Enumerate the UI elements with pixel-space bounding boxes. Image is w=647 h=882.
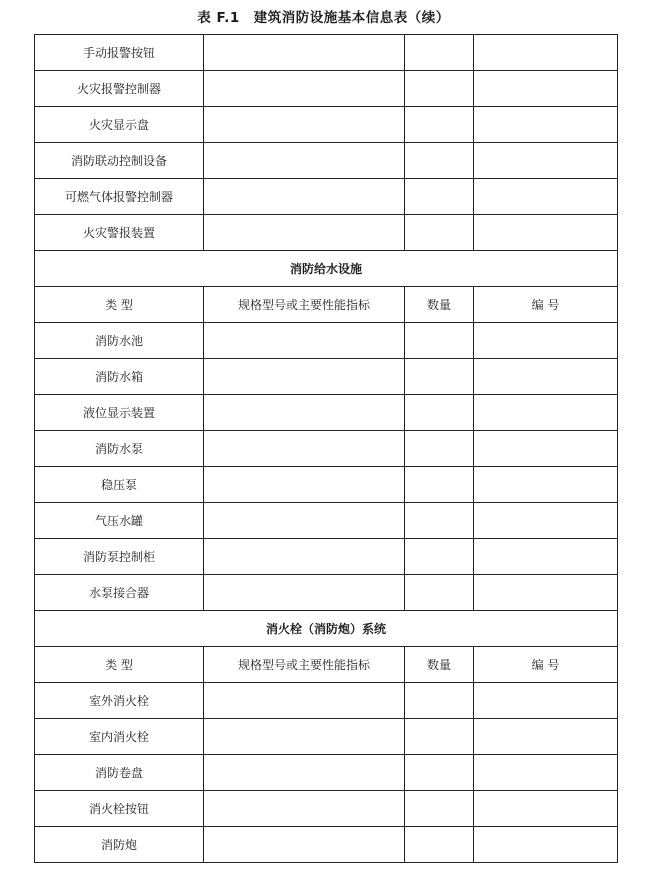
type-cell: 水泵接合器 [35, 575, 204, 611]
column-header-row [35, 647, 618, 683]
type-header: 类 型 [35, 647, 204, 683]
serial-number-cell[interactable] [474, 431, 618, 467]
serial-number-cell[interactable] [474, 215, 618, 251]
table-row [35, 179, 618, 215]
quantity-cell[interactable] [405, 359, 474, 395]
table-row [35, 719, 618, 755]
table-caption: 建筑消防设施基本信息表（续） [253, 10, 450, 26]
type-cell: 消防水箱 [35, 359, 204, 395]
quantity-cell[interactable] [405, 143, 474, 179]
spec-cell[interactable] [204, 71, 405, 107]
spec-cell[interactable] [204, 683, 405, 719]
type-cell: 室外消火栓 [35, 683, 204, 719]
spec-header: 规格型号或主要性能指标 [204, 647, 405, 683]
table-row [35, 107, 618, 143]
quantity-cell[interactable] [405, 179, 474, 215]
quantity-cell[interactable] [405, 719, 474, 755]
quantity-cell[interactable] [405, 683, 474, 719]
quantity-header: 数量 [405, 647, 474, 683]
serial-number-cell[interactable] [474, 539, 618, 575]
quantity-cell[interactable] [405, 323, 474, 359]
spec-cell[interactable] [204, 107, 405, 143]
column-header-row [35, 287, 618, 323]
quantity-cell[interactable] [405, 431, 474, 467]
serial-number-cell[interactable] [474, 143, 618, 179]
table-row [35, 503, 618, 539]
table-row [35, 323, 618, 359]
spec-cell[interactable] [204, 503, 405, 539]
serial-number-cell[interactable] [474, 467, 618, 503]
type-cell: 液位显示装置 [35, 395, 204, 431]
table-row [35, 755, 618, 791]
serial-number-cell[interactable] [474, 107, 618, 143]
table-row [35, 575, 618, 611]
serial-number-cell[interactable] [474, 755, 618, 791]
type-cell: 室内消火栓 [35, 719, 204, 755]
table-row [35, 431, 618, 467]
serial-number-cell[interactable] [474, 323, 618, 359]
quantity-cell[interactable] [405, 107, 474, 143]
table-row [35, 791, 618, 827]
spec-cell[interactable] [204, 179, 405, 215]
table-row [35, 215, 618, 251]
quantity-cell[interactable] [405, 539, 474, 575]
spec-cell[interactable] [204, 215, 405, 251]
type-cell: 可燃气体报警控制器 [35, 179, 204, 215]
table-row [35, 143, 618, 179]
serial-number-header: 编 号 [474, 647, 618, 683]
type-cell: 消防卷盘 [35, 755, 204, 791]
quantity-header: 数量 [405, 287, 474, 323]
serial-number-cell[interactable] [474, 791, 618, 827]
section-title: 消防给水设施 [35, 251, 618, 287]
spec-cell[interactable] [204, 143, 405, 179]
serial-number-cell[interactable] [474, 683, 618, 719]
spec-header: 规格型号或主要性能指标 [204, 287, 405, 323]
type-cell: 消防炮 [35, 827, 204, 863]
type-cell: 消防水泵 [35, 431, 204, 467]
quantity-cell[interactable] [405, 575, 474, 611]
serial-number-header: 编 号 [474, 287, 618, 323]
section-row [35, 251, 618, 287]
type-cell: 稳压泵 [35, 467, 204, 503]
table-row [35, 683, 618, 719]
spec-cell[interactable] [204, 359, 405, 395]
quantity-cell[interactable] [405, 755, 474, 791]
serial-number-cell[interactable] [474, 359, 618, 395]
table-title [0, 6, 647, 26]
quantity-cell[interactable] [405, 467, 474, 503]
serial-number-cell[interactable] [474, 179, 618, 215]
spec-cell[interactable] [204, 323, 405, 359]
quantity-cell[interactable] [405, 791, 474, 827]
type-cell: 消防联动控制设备 [35, 143, 204, 179]
quantity-cell[interactable] [405, 215, 474, 251]
serial-number-cell[interactable] [474, 35, 618, 71]
type-cell: 手动报警按钮 [35, 35, 204, 71]
quantity-cell[interactable] [405, 503, 474, 539]
table-row [35, 467, 618, 503]
quantity-cell[interactable] [405, 827, 474, 863]
type-cell: 消火栓按钮 [35, 791, 204, 827]
type-cell: 消防水池 [35, 323, 204, 359]
serial-number-cell[interactable] [474, 395, 618, 431]
spec-cell[interactable] [204, 35, 405, 71]
table-row [35, 35, 618, 71]
serial-number-cell[interactable] [474, 71, 618, 107]
table-row [35, 359, 618, 395]
table-number: 表 F.1 [197, 10, 240, 26]
type-cell: 气压水罐 [35, 503, 204, 539]
type-header: 类 型 [35, 287, 204, 323]
quantity-cell[interactable] [405, 35, 474, 71]
serial-number-cell[interactable] [474, 575, 618, 611]
type-cell: 火灾警报装置 [35, 215, 204, 251]
table-row [35, 827, 618, 863]
table-row [35, 539, 618, 575]
spec-cell[interactable] [204, 431, 405, 467]
serial-number-cell[interactable] [474, 827, 618, 863]
spec-cell[interactable] [204, 827, 405, 863]
spec-cell[interactable] [204, 719, 405, 755]
facility-info-table [34, 34, 618, 863]
spec-cell[interactable] [204, 755, 405, 791]
type-cell: 火灾报警控制器 [35, 71, 204, 107]
spec-cell[interactable] [204, 395, 405, 431]
quantity-cell[interactable] [405, 71, 474, 107]
spec-cell[interactable] [204, 575, 405, 611]
type-cell: 火灾显示盘 [35, 107, 204, 143]
type-cell: 消防泵控制柜 [35, 539, 204, 575]
section-row [35, 611, 618, 647]
section-title: 消火栓（消防炮）系统 [35, 611, 618, 647]
spec-cell[interactable] [204, 539, 405, 575]
table-body [35, 35, 618, 863]
serial-number-cell[interactable] [474, 503, 618, 539]
table-row [35, 71, 618, 107]
quantity-cell[interactable] [405, 395, 474, 431]
spec-cell[interactable] [204, 791, 405, 827]
spec-cell[interactable] [204, 467, 405, 503]
table-row [35, 395, 618, 431]
serial-number-cell[interactable] [474, 719, 618, 755]
